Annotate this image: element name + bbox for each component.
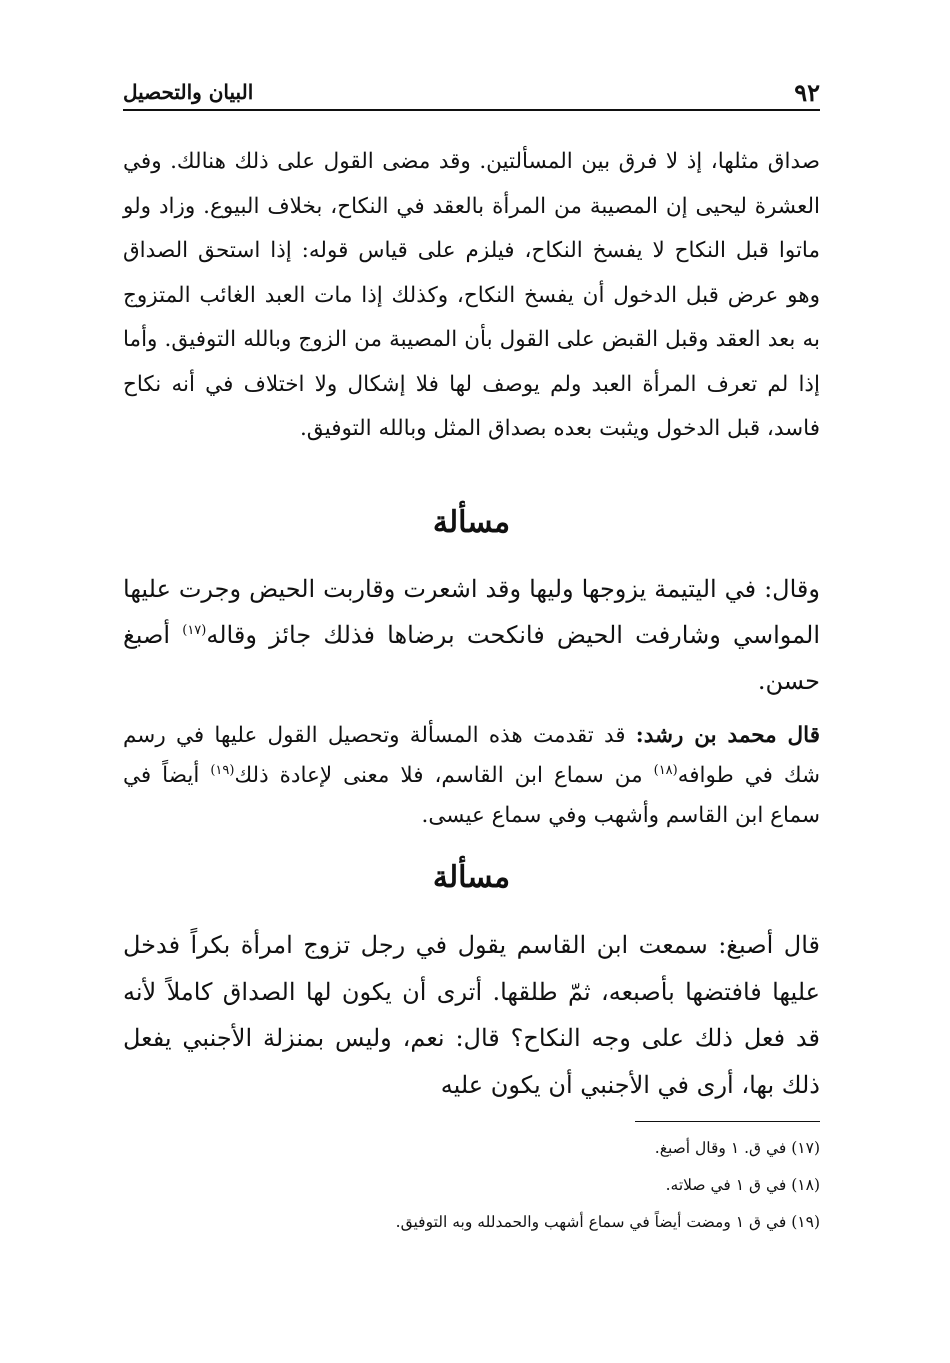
- paragraph-1: [123, 140, 820, 452]
- footnote-ref-18: (١٨): [653, 762, 678, 778]
- paragraph-3-text-end: أيضاً في سماع ابن القاسم وأشهب وفي سماع عيسى.: [123, 763, 820, 828]
- running-head: [123, 74, 820, 110]
- paragraph-3-text: قد تقدمت هذه المسألة وتحصيل القول عليها في رسم شك في طوافه: [123, 723, 821, 788]
- footnotes: [123, 1130, 820, 1241]
- paragraph-3: [123, 716, 820, 836]
- paragraph-2: [123, 566, 820, 704]
- paragraph-4: [123, 922, 820, 1108]
- section-heading-2: مسألة: [432, 860, 511, 895]
- speaker-name: قال محمد بن رشد:: [635, 723, 820, 748]
- footnote-17: (١٧) في ق. ١ وقال أصبغ.: [654, 1139, 820, 1157]
- paragraph-1-text: صداق مثلها، إذ لا فرق بين المسألتين. وقد مضى القول على ذلك هنالك. وفي العشرة ليحيى إن المصيبة من المرأة بالعقد في النكاح، بخلاف البيوع. وزاد ولو ماتوا قبل النكاح لا يفسخ النكاح، فيلزم على قياس قوله: إذا استحق الصداق وهو عرض قبل الدخول أن يفسخ النكاح، وكذلك إذا مات العبد الغائب المتزوج به بعد العقد وقبل القبض على القول بأن المصيبة من الزوج وبالله التوفيق. وأما إذا لم تعرف المرأة العبد ولم يوصف لها فلا إشكال ولا اختلاف في أنه نكاح فاسد، قبل الدخول ويثبت بعده بصداق المثل وبالله التوفيق.: [123, 149, 820, 441]
- paragraph-3-text-mid: من سماع ابن القاسم، فلا معنى لإعادة ذلك: [234, 763, 654, 788]
- paragraph-2-text-end: أصبغ حسن.: [123, 621, 820, 695]
- header-rule: [123, 109, 820, 111]
- footnote-18: (١٨) في ق ١ في صلاته.: [665, 1176, 820, 1194]
- section-heading-1: مسألة: [432, 505, 511, 540]
- page-number: ٩٢: [794, 77, 820, 107]
- paragraph-4-text: قال أصبغ: سمعت ابن القاسم يقول في رجل تزوج امرأة بكراً فدخل عليها فافتضها بأصبعه، ثمّ طلقها. أترى أن يكون لها الصداق كاملاً لأنه قد فعل ذلك على وجه النكاح؟ قال: نعم، وليس بمنزلة الأجنبي يفعل ذلك بها، أرى في الأجنبي أن يكون عليه: [123, 931, 820, 1099]
- book-title: البيان والتحصيل: [123, 80, 254, 104]
- paragraph-2-text: وقال: في اليتيمة يزوجها وليها وقد اشعرت وقاربت الحيض وجرت عليها المواسي وشارفت الحيض فانكحت برضاها فذلك جائز وقاله: [123, 575, 820, 649]
- footnote-ref-17: (١٧): [182, 623, 207, 638]
- footnote-ref-19: (١٩): [210, 762, 235, 778]
- footnote-19: (١٩) في ق ١ ومضت أيضاً في سماع أشهب والحمدلله وبه التوفيق.: [395, 1213, 820, 1231]
- footnote-rule: [635, 1121, 820, 1122]
